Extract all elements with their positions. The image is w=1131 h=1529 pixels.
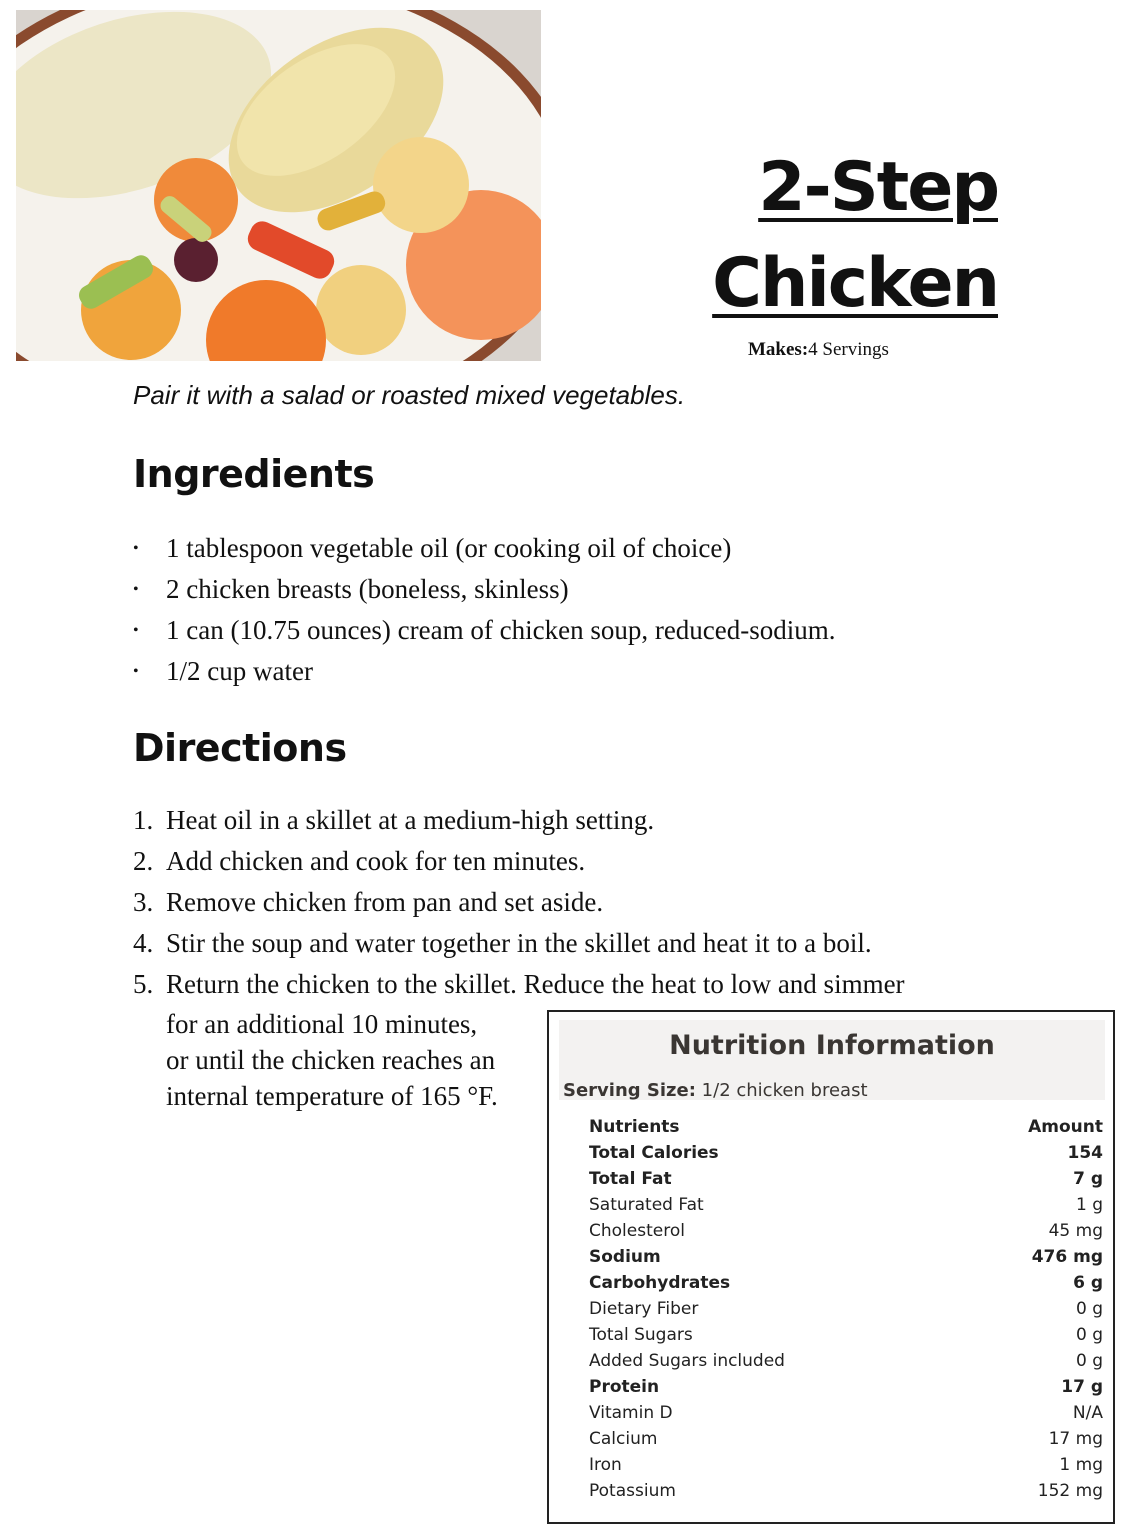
direction-step xyxy=(133,923,905,964)
step-text: Return the chicken to the skillet. Reduce the heat to low and simmer xyxy=(166,969,905,999)
direction-step xyxy=(133,964,905,1005)
nutrient-name: Calcium xyxy=(589,1429,658,1449)
nutrition-title: Nutrition Information xyxy=(669,1030,995,1061)
ingredient-item: • 1 tablespoon vegetable oil (or cooking oil of choice) xyxy=(133,528,836,569)
nutrient-name: Potassium xyxy=(589,1481,676,1501)
nutrients-column-header: Nutrients xyxy=(589,1117,680,1137)
serving-suggestion: Pair it with a salad or roasted mixed vegetables. xyxy=(133,380,686,410)
nutrient-name: Cholesterol xyxy=(589,1221,685,1241)
nutrient-amount: 45 mg xyxy=(1048,1221,1103,1241)
nutrient-amount: 17 g xyxy=(1061,1377,1103,1397)
nutrient-amount: 7 g xyxy=(1073,1169,1103,1189)
nutrient-name: Sodium xyxy=(589,1247,661,1267)
nutrition-row xyxy=(589,1140,1103,1166)
nutrition-row xyxy=(589,1348,1103,1374)
nutrient-amount: 0 g xyxy=(1075,1299,1103,1319)
nutrient-amount: 476 mg xyxy=(1031,1247,1103,1267)
nutrition-row xyxy=(589,1374,1103,1400)
directions-list xyxy=(133,800,905,1005)
nutrient-amount: 152 mg xyxy=(1037,1481,1103,1501)
nutrition-row xyxy=(589,1192,1103,1218)
nutrient-name: Vitamin D xyxy=(589,1403,673,1423)
step-text: Heat oil in a skillet at a medium-high setting. xyxy=(166,805,655,835)
serving-size-label: Serving Size: xyxy=(563,1080,696,1101)
serving-size xyxy=(563,1080,868,1101)
nutrition-row xyxy=(589,1270,1103,1296)
ingredients-heading: Ingredients xyxy=(133,452,375,496)
nutrient-name: Total Calories xyxy=(589,1143,719,1163)
nutrient-amount: 0 g xyxy=(1075,1325,1103,1345)
nutrition-row xyxy=(589,1166,1103,1192)
amount-column-header: Amount xyxy=(1028,1117,1103,1137)
nutrient-name: Added Sugars included xyxy=(589,1351,785,1371)
nutrition-row xyxy=(589,1426,1103,1452)
step-text: Stir the soup and water together in the skillet and heat it to a boil. xyxy=(166,928,872,958)
step-number: 4. xyxy=(133,928,154,958)
step-text: Remove chicken from pan and set aside. xyxy=(166,887,604,917)
servings-label: Makes: xyxy=(748,339,809,360)
nutrient-amount: 154 xyxy=(1067,1143,1103,1163)
directions-heading: Directions xyxy=(133,726,347,770)
recipe-title xyxy=(700,140,998,332)
nutrition-row xyxy=(589,1244,1103,1270)
nutrient-name: Dietary Fiber xyxy=(589,1299,699,1319)
nutrient-amount: 17 mg xyxy=(1048,1429,1103,1449)
nutrient-amount: 1 g xyxy=(1075,1195,1103,1215)
nutrition-panel xyxy=(547,1010,1115,1524)
recipe-photo xyxy=(16,10,541,361)
nutrient-amount: 0 g xyxy=(1075,1351,1103,1371)
step-5-continued: or until the chicken reaches an xyxy=(166,1045,496,1075)
title-line-2: Chicken xyxy=(712,244,998,323)
nutrition-row xyxy=(589,1452,1103,1478)
nutrition-row xyxy=(589,1322,1103,1348)
nutrient-name: Protein xyxy=(589,1377,660,1397)
nutrient-name: Saturated Fat xyxy=(589,1195,704,1215)
nutrient-name: Carbohydrates xyxy=(589,1273,731,1293)
ingredient-item: • 1 can (10.75 ounces) cream of chicken soup, reduced-sodium. xyxy=(133,610,836,651)
nutrient-amount: 1 mg xyxy=(1059,1455,1103,1475)
nutrition-row xyxy=(589,1218,1103,1244)
step-number: 1. xyxy=(133,805,154,835)
ingredient-item: • 1/2 cup water xyxy=(133,651,836,692)
nutrition-row xyxy=(589,1400,1103,1426)
direction-step xyxy=(133,841,905,882)
step-number: 2. xyxy=(133,846,154,876)
nutrition-rows xyxy=(589,1140,1103,1504)
nutrient-name: Iron xyxy=(589,1455,622,1475)
ingredient-item: • 2 chicken breasts (boneless, skinless) xyxy=(133,569,836,610)
nutrient-name: Total Fat xyxy=(589,1169,672,1189)
nutrition-row xyxy=(589,1478,1103,1504)
title-line-1: 2-Step xyxy=(758,148,998,227)
step-number: 5. xyxy=(133,969,154,999)
ingredients-list xyxy=(133,528,836,692)
step-5-continued: internal temperature of 165 °F. xyxy=(166,1081,498,1111)
nutrition-row xyxy=(589,1296,1103,1322)
nutrient-amount: 6 g xyxy=(1073,1273,1103,1293)
nutrition-table xyxy=(589,1114,1103,1504)
nutrient-amount: N/A xyxy=(1072,1403,1103,1423)
direction-step xyxy=(133,882,905,923)
step-text: Add chicken and cook for ten minutes. xyxy=(166,846,586,876)
direction-step xyxy=(133,800,905,841)
servings-value: 4 Servings xyxy=(808,339,889,360)
servings-info xyxy=(748,339,889,361)
nutrition-table-header xyxy=(589,1114,1103,1140)
serving-size-value: 1/2 chicken breast xyxy=(701,1080,868,1101)
step-5-continued: for an additional 10 minutes, xyxy=(166,1009,478,1039)
nutrient-name: Total Sugars xyxy=(589,1325,693,1345)
step-number: 3. xyxy=(133,887,154,917)
nutrition-header xyxy=(559,1020,1105,1100)
